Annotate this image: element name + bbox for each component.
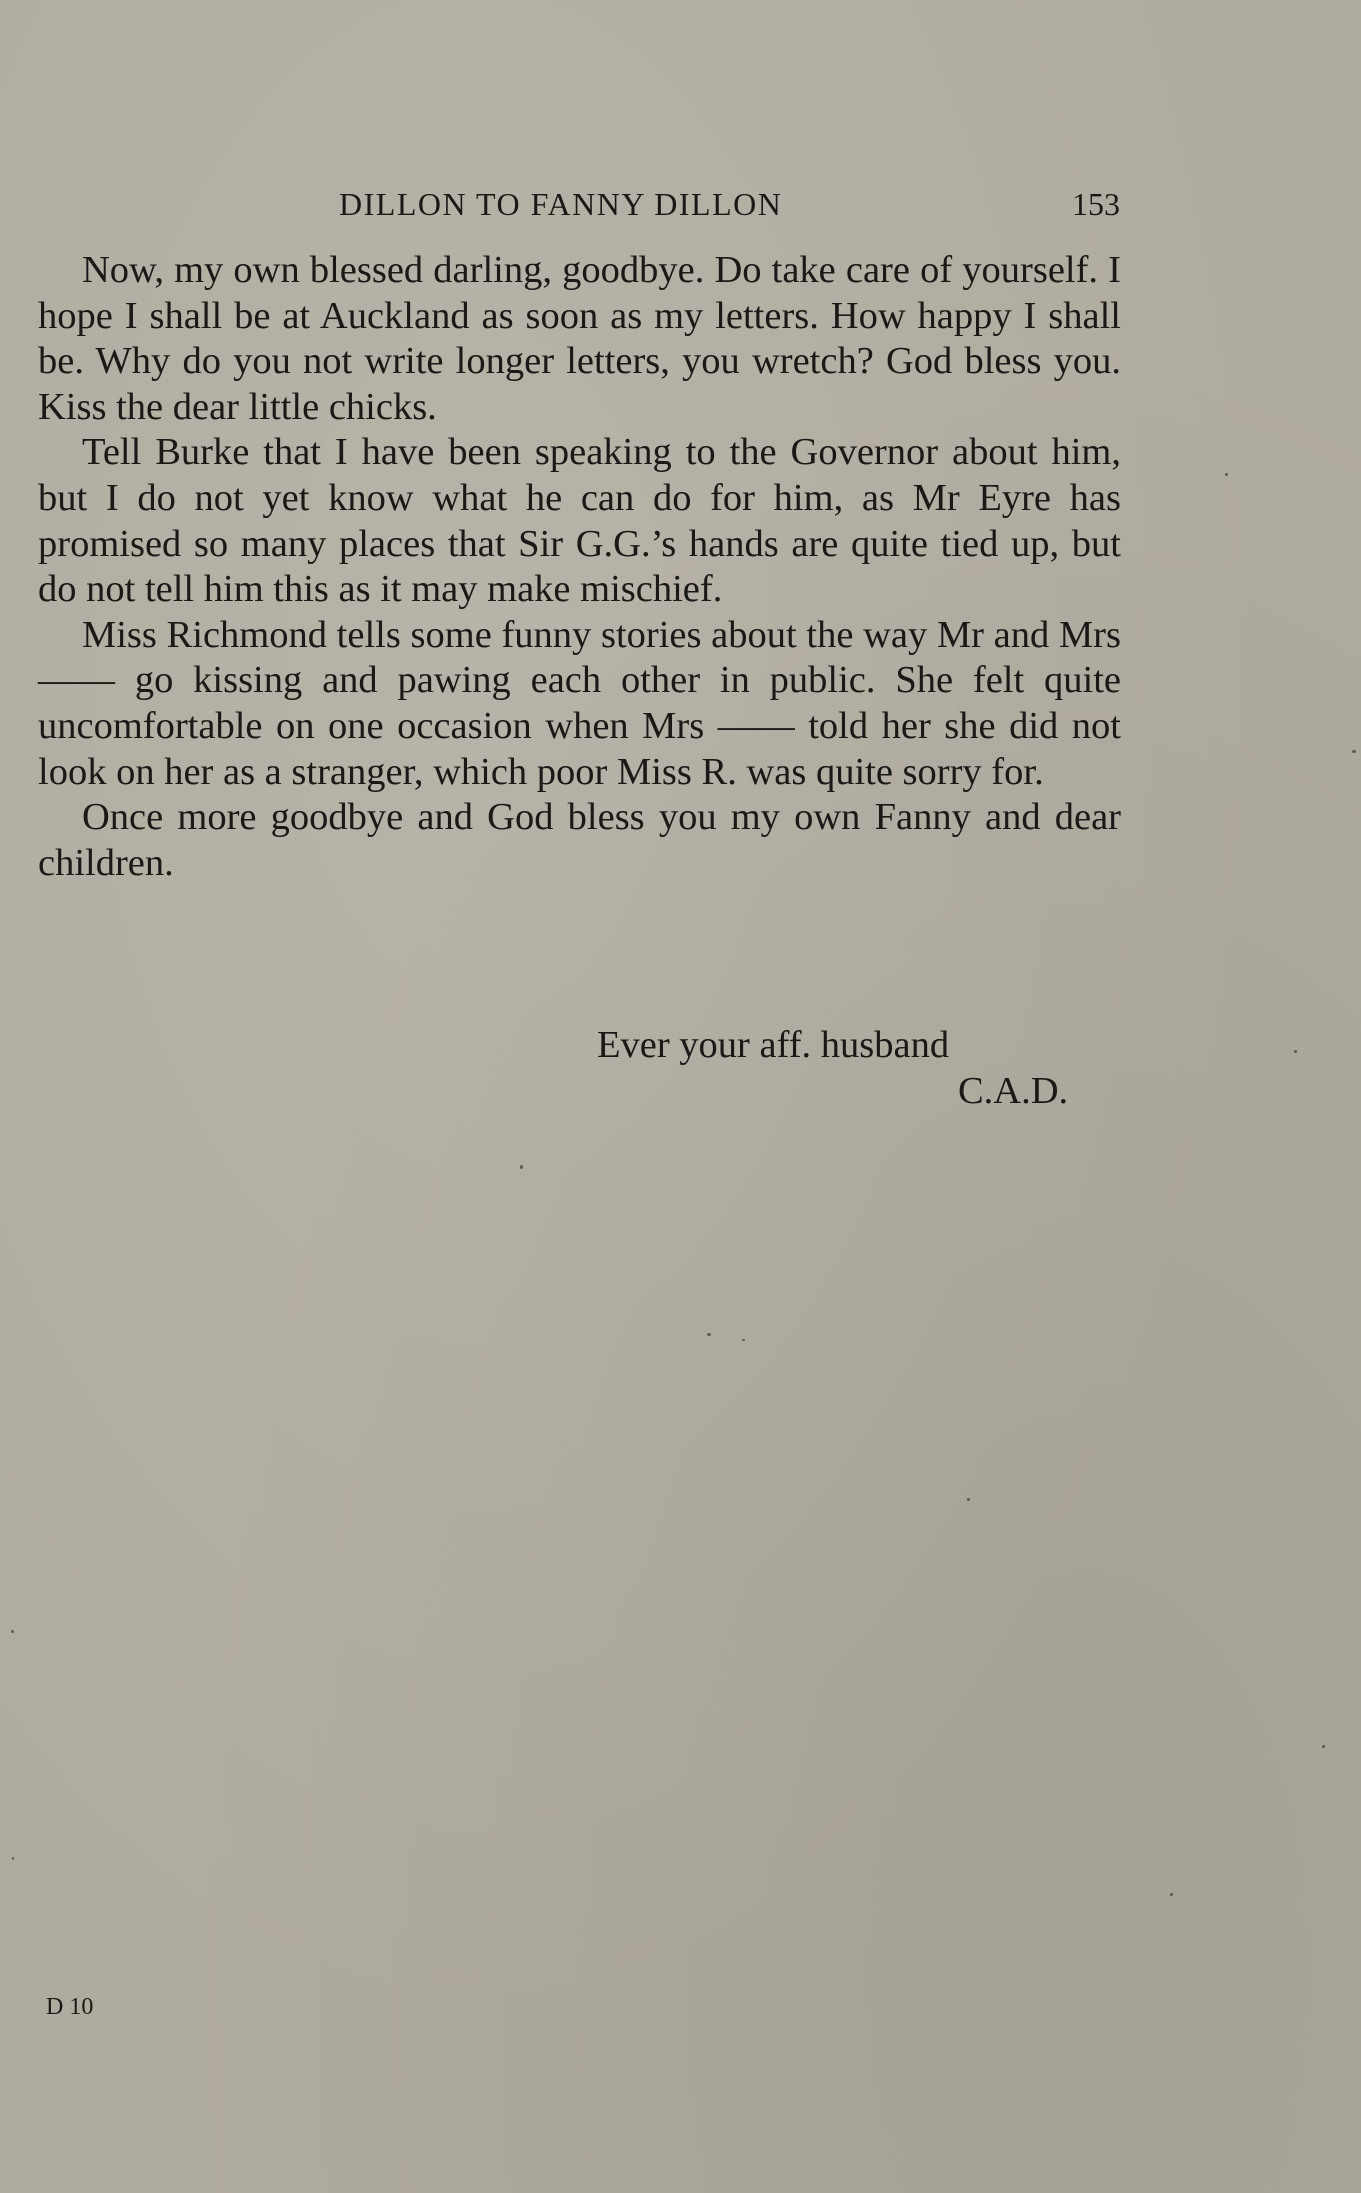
paper-speck xyxy=(1294,1050,1297,1053)
paper-speck xyxy=(1322,1745,1325,1748)
letter-body xyxy=(38,248,1121,886)
paper-speck xyxy=(742,1339,745,1341)
paper-speck xyxy=(520,1165,523,1169)
paragraph-miss-richmond: Miss Richmond tells some funny stories about the way Mr and Mrs —— go kissing and pawing each other in public. She felt quite uncomfortable on one occasion when Mrs —— told her she did not look on her as a stranger, which poor Miss R. was quite sorry for. xyxy=(38,613,1121,793)
paper-speck xyxy=(1352,750,1356,753)
paper-speck xyxy=(12,1857,14,1860)
paragraph-goodbye: Now, my own blessed darling, goodbye. Do take care of yourself. I hope I shall be at Auckland as soon as my letters. How happy I shall be. Why do you not write longer letters, you wretch? God bless you. Kiss the dear little chicks. xyxy=(38,249,1121,428)
signature: C.A.D. xyxy=(958,1070,1069,1112)
closing-line: Ever your aff. husband xyxy=(597,1024,950,1066)
printer-signature-mark: D 10 xyxy=(46,1994,94,2020)
running-title: DILLON TO FANNY DILLON xyxy=(339,186,783,222)
paragraph-once-more: Once more goodbye and God bless you my own Fanny and dear children. xyxy=(38,796,1121,884)
paper-speck xyxy=(1170,1893,1173,1896)
paper-speck xyxy=(967,1498,970,1501)
page-number: 153 xyxy=(1072,186,1120,222)
running-head xyxy=(0,186,1361,236)
paper-speck xyxy=(707,1333,711,1336)
paper-speck xyxy=(1225,473,1228,476)
paper-speck xyxy=(11,1630,14,1633)
paragraph-burke: Tell Burke that I have been speaking to the Governor about him, but I do not yet know what he can do for him, as Mr Eyre has promised so many places that Sir G.G.’s hands are quite tied up, but do not tell him this as it may make mischief. xyxy=(38,431,1121,611)
